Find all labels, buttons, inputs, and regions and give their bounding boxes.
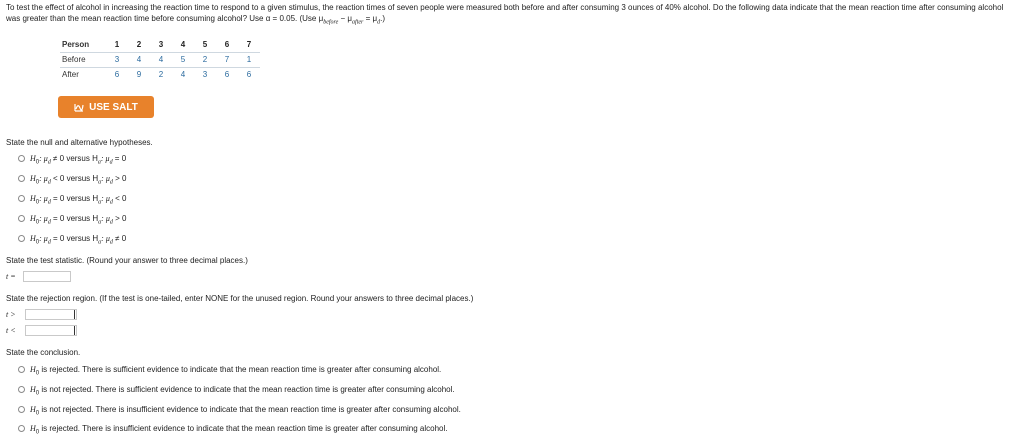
hypothesis-option-3: $H_0$: $\mu_d = 0$ versus $H_a$: $\mu_d < 0$ xyxy=(30,194,127,206)
rejection-upper-label: t > xyxy=(6,310,16,319)
table-cell: 4 xyxy=(172,68,194,83)
intro-minus: − μ xyxy=(338,14,353,23)
intro-close: .) xyxy=(380,14,385,23)
hypothesis-radio-5[interactable] xyxy=(18,235,25,242)
hypotheses-prompt: State the null and alternative hypotheses. xyxy=(6,138,153,147)
table-cell: 3 xyxy=(194,68,216,83)
hypothesis-radio-2[interactable] xyxy=(18,175,25,182)
conclusion-option-1: $H_0$ is rejected. There is sufficient evidence to indicate that the mean reaction time is greater after consuming alcohol. xyxy=(30,365,442,377)
test-statistic-label: t = xyxy=(6,272,16,281)
table-cell: 6 xyxy=(238,68,260,83)
conclusion-option-4: $H_0$ is rejected. There is insufficient evidence to indicate that the mean reaction time is greater after consuming alcohol. xyxy=(30,424,448,436)
intro-sub-d: d xyxy=(377,19,381,26)
rejection-upper-input[interactable] xyxy=(25,309,77,320)
use-salt-label: USE SALT xyxy=(89,101,138,113)
table-header-cell: 4 xyxy=(180,40,186,49)
rejection-region-prompt: State the rejection region. (If the test is one-tailed, enter NONE for the unused region. Round your answers to three decimal places.) xyxy=(6,294,474,303)
text-caret xyxy=(74,310,75,319)
table-header-cell: 5 xyxy=(202,40,208,49)
text-caret xyxy=(74,326,75,335)
table-header-cell: 6 xyxy=(224,40,230,49)
table-cell: 4 xyxy=(128,53,150,68)
hypothesis-radio-1[interactable] xyxy=(18,155,25,162)
table-cell: 4 xyxy=(150,53,172,68)
conclusion-radio-3[interactable] xyxy=(18,406,25,413)
table-row-label: Before xyxy=(60,53,106,68)
question-intro xyxy=(6,2,1016,24)
table-header-label: Person xyxy=(62,40,90,49)
table-cell: 9 xyxy=(128,68,150,83)
table-cell: 2 xyxy=(150,68,172,83)
hypothesis-radio-4[interactable] xyxy=(18,215,25,222)
rejection-lower-input[interactable] xyxy=(25,325,77,336)
conclusion-radio-4[interactable] xyxy=(18,425,25,432)
conclusion-option-2: $H_0$ is not rejected. There is sufficient evidence to indicate that the mean reaction time is greater after consuming alcohol. xyxy=(30,385,455,397)
table-cell: 3 xyxy=(106,53,128,68)
hypothesis-option-2: $H_0$: $\mu_d < 0$ versus $H_a$: $\mu_d > 0$ xyxy=(30,174,127,186)
intro-equals: = μ xyxy=(363,14,378,23)
table-header-cell: 7 xyxy=(246,40,252,49)
hypothesis-radio-3[interactable] xyxy=(18,195,25,202)
table-row-label: After xyxy=(60,68,106,83)
table-header-row xyxy=(60,38,260,53)
intro-sub-before: before xyxy=(323,19,339,26)
table-cell: 6 xyxy=(216,68,238,83)
table-row-after xyxy=(60,68,260,83)
conclusion-radio-1[interactable] xyxy=(18,366,25,373)
table-header-cell: 1 xyxy=(114,40,120,49)
hypothesis-option-4: $H_0$: $\mu_d = 0$ versus $H_a$: $\mu_d > 0$ xyxy=(30,214,127,226)
table-cell: 7 xyxy=(216,53,238,68)
table-cell: 6 xyxy=(106,68,128,83)
conclusion-prompt: State the conclusion. xyxy=(6,348,81,357)
table-header-cell: 3 xyxy=(158,40,164,49)
test-statistic-input[interactable] xyxy=(23,271,71,282)
use-salt-button[interactable] xyxy=(58,96,154,118)
table-row-before xyxy=(60,53,260,68)
chart-icon xyxy=(74,102,84,112)
table-cell: 2 xyxy=(194,53,216,68)
table-cell: 5 xyxy=(172,53,194,68)
conclusion-radio-2[interactable] xyxy=(18,386,25,393)
table-header-cell: 2 xyxy=(136,40,142,49)
table-cell: 1 xyxy=(238,53,260,68)
conclusion-option-3: $H_0$ is not rejected. There is insufficient evidence to indicate that the mean reaction time is greater after consuming alcohol. xyxy=(30,405,461,417)
hypothesis-option-1: $H_0$: $\mu_d \ne 0$ versus $H_a$: $\mu_d = 0$ xyxy=(30,154,127,166)
rejection-lower-label: t < xyxy=(6,326,16,335)
intro-sub-after: after xyxy=(352,19,364,26)
intro-text: To test the effect of alcohol in increasing the reaction time to respond to a given stimulus, the reaction times of seven people were measured both before and after consuming 3 ounces of 40% alcohol. Do the following data indicate that the mean reaction time after consuming alcohol was greater than the mean reaction time before consuming alcohol? Use α = 0.05. (Use μ xyxy=(6,3,1004,23)
test-statistic-prompt: State the test statistic. (Round your answer to three decimal places.) xyxy=(6,256,248,265)
data-table xyxy=(60,38,260,82)
hypothesis-option-5: $H_0$: $\mu_d = 0$ versus $H_a$: $\mu_d \ne 0$ xyxy=(30,234,127,246)
